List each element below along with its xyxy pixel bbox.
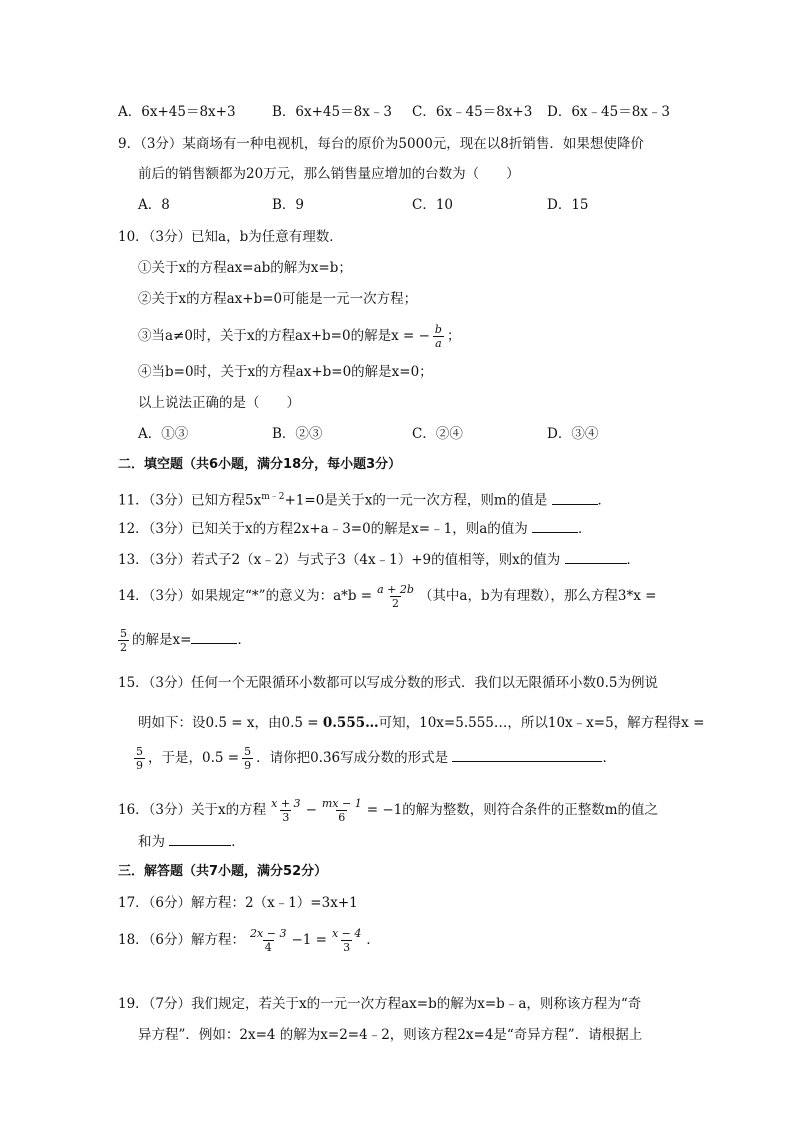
q10-question: 以上说法正确的是（ ） <box>138 395 300 411</box>
q10-statement-4: ④当b=0时，关于x的方程ax+b=0的解是x=0； <box>138 364 433 380</box>
q11-answer-blank[interactable] <box>552 490 598 505</box>
q10-option-d: D．③④ <box>547 426 599 442</box>
q12-answer-blank[interactable] <box>532 518 578 533</box>
q10-statement-3: ③当a≠0时，关于x的方程ax+b=0的解是x = − $\frac{b}{a}$ ； <box>138 323 461 350</box>
q14-line2: $\frac{5}{2}$ 的解是x= ． <box>120 627 251 654</box>
q9-option-a: A．8 <box>138 197 170 213</box>
q16-line1: 16．（3分）关于x的方程 $\frac{x + 3}{3}$ − $\frac{mx - 1}{6}$ = −1的解为整数，则符合条件的正整数m的值之 <box>118 797 659 824</box>
q9-option-d: D．15 <box>547 197 589 213</box>
q15-line2: 明如下：设0.5̇ = x，由0.5̇ = 0.555…可知，10x=5.555…，所以10x﹣x=5，解方程得x = <box>138 715 705 731</box>
q9-stem-line2: 前后的销售额都为20万元，那么销售量应增加的台数为（ ） <box>138 166 520 182</box>
q8-option-b: B．6x+45＝8x﹣3 <box>272 104 392 120</box>
q18-fraction-1: $\frac{2x - 3}{4}$ <box>250 927 287 954</box>
q10-stem: 10．（3分）已知a，b为任意有理数． <box>118 229 343 245</box>
q8-option-a: A．6x+45＝8x+3 <box>118 104 236 120</box>
q9-option-b: B．9 <box>272 197 305 213</box>
q10-option-a: A．①③ <box>138 426 189 442</box>
section-fill-in-title: 二．填空题（共6小题，满分18分，每小题3分） <box>118 457 402 472</box>
q16-fraction-1: $\frac{x + 3}{3}$ <box>271 797 301 824</box>
q9-stem-line1: 9．（3分）某商场有一种电视机，每台的原价为5000元，现在以8折销售．如果想使降价 <box>118 136 644 152</box>
q11: 11．（3分）已知方程$5x^{m﹣2}+1=0$是关于x的一元一次方程，则m的值是 ． <box>118 487 611 511</box>
q14-answer-blank[interactable] <box>191 629 237 644</box>
q8-option-c: C．6x﹣45＝8x+3 <box>412 104 533 120</box>
q16-answer-blank[interactable] <box>169 831 231 846</box>
q16-line2: 和为 ． <box>138 831 245 852</box>
q19-line1: 19．（7分）我们规定，若关于x的一元一次方程ax=b的解为x=b﹣a，则称该方程为“奇 <box>118 996 642 1012</box>
q14-line2-fraction: $\frac{5}{2}$ <box>120 627 127 654</box>
q10-statement-2: ②关于x的方程ax+b=0可能是一元一次方程； <box>138 291 418 307</box>
q15-fraction-2: $\frac{5}{9}$ <box>244 745 252 772</box>
q15-line1: 15．（3分）任何一个无限循环小数都可以写成分数的形式．我们以无限循环小数0.5̇为例说 <box>118 675 658 691</box>
q10-option-b: B．②③ <box>272 426 323 442</box>
q14-fraction: $\frac{a + 2b}{2}$ <box>377 583 414 610</box>
q14-line1: 14．（3分）如果规定“*”的意义为：a*b = $\frac{a + 2b}{2}$ （其中a，b为有理数），那么方程3*x = <box>118 583 657 610</box>
section-answer-title: 三．解答题（共7小题，满分52分） <box>118 864 328 879</box>
q18: 18．（6分）解方程： $\frac{2x - 3}{4}$ −1 = $\frac{x - 4}{3}$ ． <box>118 927 380 954</box>
q13-answer-blank[interactable] <box>565 549 627 564</box>
q19-line2: 异方程”．例如：2x=4 的解为x=2=4﹣2，则该方程2x=4是“奇异方程”．请根据上 <box>138 1027 643 1043</box>
q10-statement-3-fraction: $\frac{b}{a}$ <box>434 323 442 350</box>
q18-fraction-2: $\frac{x - 4}{3}$ <box>331 927 362 954</box>
q16-fraction-2: $\frac{mx - 1}{6}$ <box>321 797 362 824</box>
q15-fraction-1: $\frac{5}{9}$ <box>136 745 143 772</box>
q13: 13．（3分）若式子2（x﹣2）与式子3（4x﹣1）+9的值相等，则x的值为 ． <box>118 549 640 570</box>
q15-answer-blank[interactable] <box>452 747 602 762</box>
q10-option-c: C．②④ <box>412 426 463 442</box>
q15-line3: $\frac{5}{9}$ ，于是，0.5̇ = $\frac{5}{9}$ ．请你把0.3̇6̇写成分数的形式是 ． <box>136 745 616 772</box>
q10-statement-1: ①关于x的方程ax=ab的解为x=b； <box>138 260 352 276</box>
q8-option-d: D．6x﹣45＝8x﹣3 <box>547 104 670 120</box>
q10-statement-3-text: ③当a≠0时，关于x的方程ax+b=0的解是x = − <box>138 328 430 344</box>
q12: 12．（3分）已知关于x的方程2x+a﹣3=0的解是x=﹣1，则a的值为 ． <box>118 518 592 539</box>
q17: 17．（6分）解方程：2（x﹣1）=3x+1 <box>118 895 358 911</box>
q9-option-c: C．10 <box>412 197 454 213</box>
